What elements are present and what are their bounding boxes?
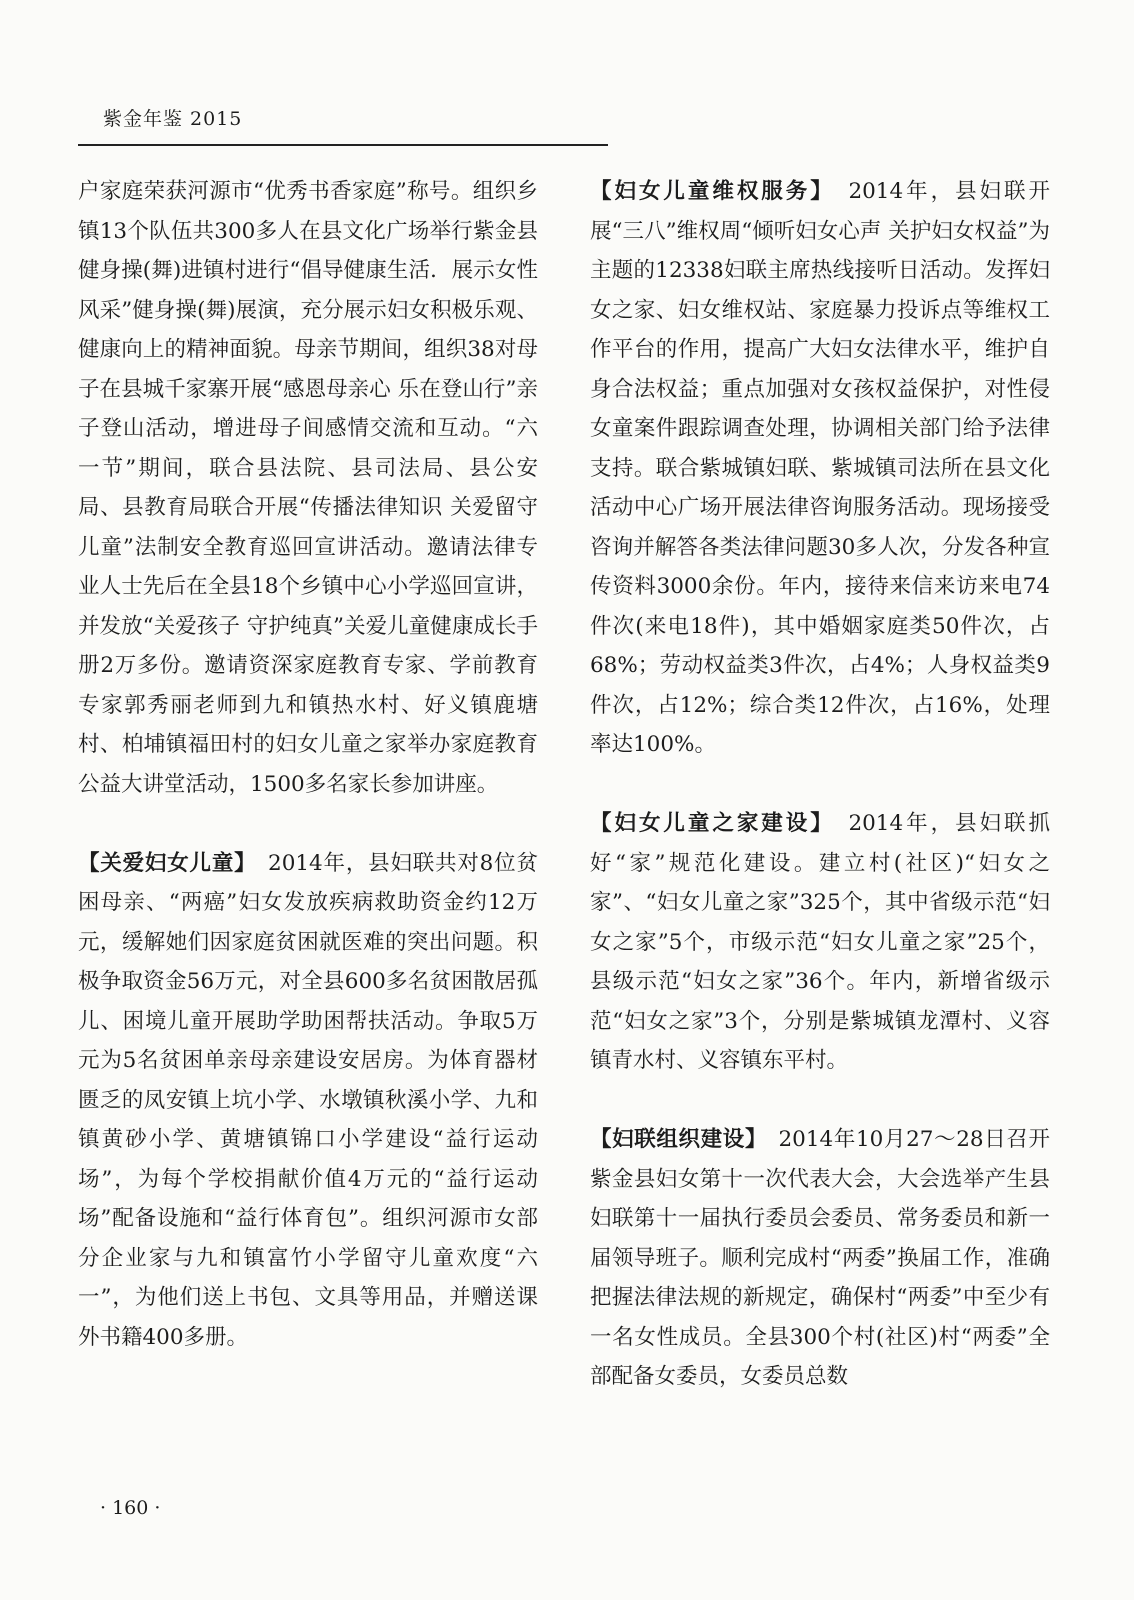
page-number: · 160 · (100, 1497, 161, 1519)
section-body: 2014年10月27～28日召开紫金县妇女第十一次代表大会，大会选举产生县妇联第十一届执行委员会委员、常务委员和新一届领导班子。顺利完成村“两委”换届工作，准确把握法律法规的新规定，确保村“两委”中至少有一名女性成员。全县300个村(社区)村“两委”全部配备女委员，女委员总数 (590, 1127, 1050, 1389)
left-column (78, 172, 538, 1357)
right-column (590, 172, 1050, 1397)
section-heading: 【关爱妇女儿童】 (78, 850, 246, 876)
paragraph-continued: 户家庭荣获河源市“优秀书香家庭”称号。组织乡镇13个队伍共300多人在县文化广场举行紫金县健身操(舞)进镇村进行“倡导健康生活．展示女性风采”健身操(舞)展演，充分展示妇女积极乐观、健康向上的精神面貌。母亲节期间，组织38对母子在县城千家寨开展“感恩母亲心 乐在登山行”亲子登山活动，增进母子间感情交流和互动。“六一节”期间，联合县法院、县司法局、县公安局、县教育局联合开展“传播法律知识 关爱留守儿童”法制安全教育巡回宣讲活动。邀请法律专业人士先后在全县18个乡镇中心小学巡回宣讲，并发放“关爱孩子 守护纯真”关爱儿童健康成长手册2万多份。邀请资深家庭教育专家、学前教育专家郭秀丽老师到九和镇热水村、好义镇鹿塘村、柏埔镇福田村的妇女儿童之家举办家庭教育公益大讲堂活动，1500多名家长参加讲座。 (78, 179, 538, 797)
running-header-title: 紫金年鉴 2015 (103, 108, 243, 130)
section-care-women-children (78, 844, 538, 1358)
section-home-construction (590, 804, 1050, 1081)
section-body: 2014年，县妇联抓好“家”规范化建设。建立村(社区)“妇女之家”、“妇女儿童之家”325个，其中省级示范“妇女之家”5个，市级示范“妇女儿童之家”25个，县级示范“妇女之家”36个。年内，新增省级示范“妇女之家”3个，分别是紫城镇龙潭村、义容镇青水村、义容镇东平村。 (590, 811, 1050, 1073)
section-heading: 【妇联组织建设】 (590, 1127, 757, 1152)
section-organization (590, 1120, 1050, 1397)
header-rule (78, 144, 608, 146)
section-rights-service (590, 172, 1050, 765)
section-heading: 【妇女儿童维权服务】 (590, 179, 824, 204)
section-body: 2014年，县妇联共对8位贫困母亲、“两癌”妇女发放疾病救助资金约12万元，缓解她们因家庭贫困就医难的突出问题。积极争取资金56万元，对全县600多名贫困散居孤儿、困境儿童开展助学助困帮扶活动。争取5万元为5名贫困单亲母亲建设安居房。为体育器材匮乏的凤安镇上坑小学、水墩镇秋溪小学、九和镇黄砂小学、黄塘镇锦口小学建设“益行运动场”，为每个学校捐献价值4万元的“益行运动场”配备设施和“益行体育包”。组织河源市女部分企业家与九和镇富竹小学留守儿童欢度“六一”，为他们送上书包、文具等用品，并赠送课外书籍400多册。 (78, 850, 538, 1350)
section-heading: 【妇女儿童之家建设】 (590, 811, 824, 836)
section-body: 2014年，县妇联开展“三八”维权周“倾听妇女心声 关护妇女权益”为主题的12338妇联主席热线接听日活动。发挥妇女之家、妇女维权站、家庭暴力投诉点等维权工作平台的作用，提高广大妇女法律水平，维护自身合法权益；重点加强对女孩权益保护，对性侵女童案件跟踪调查处理，协调相关部门给予法律支持。联合紫城镇妇联、紫城镇司法所在县文化活动中心广场开展法律咨询服务活动。现场接受咨询并解答各类法律问题30多人次，分发各种宣传资料3000余份。年内，接待来信来访来电74件次(来电18件)，其中婚姻家庭类50件次，占68%；劳动权益类3件次，占4%；人身权益类9件次，占12%；综合类12件次，占16%，处理率达100%。 (590, 179, 1050, 757)
